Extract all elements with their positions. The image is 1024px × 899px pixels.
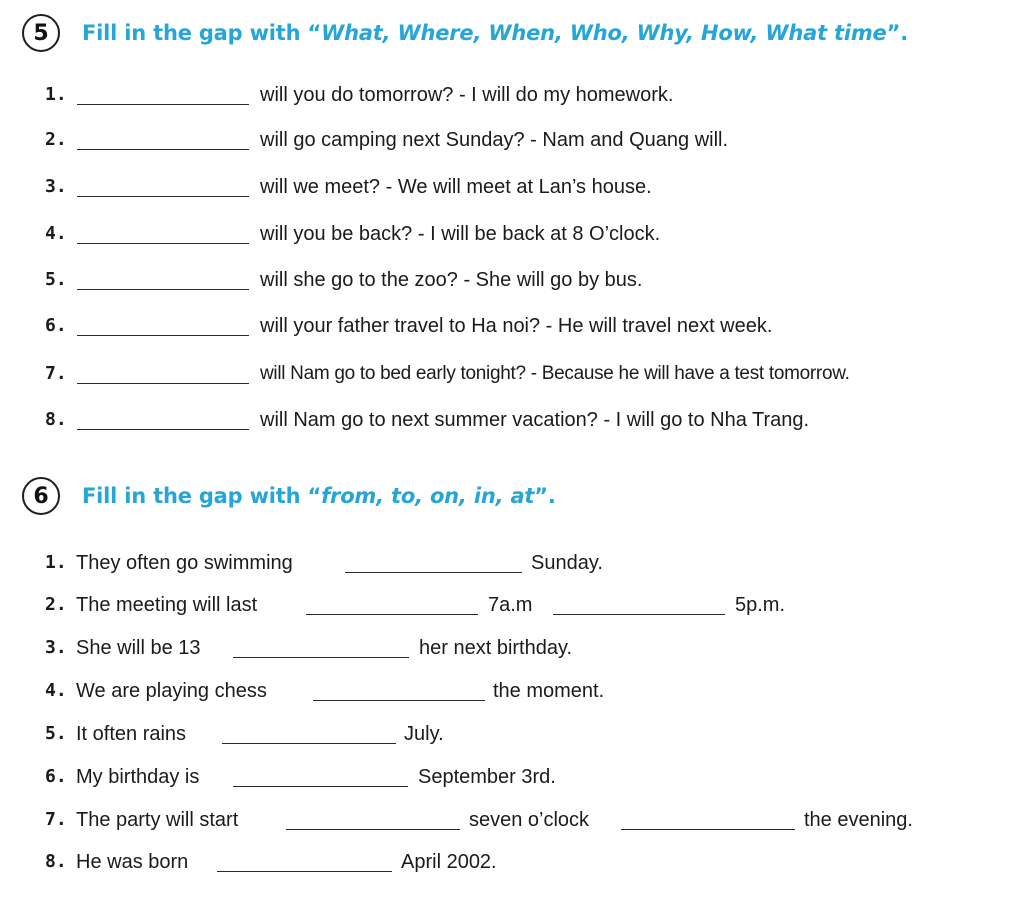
s5-item-number: 5. — [45, 269, 67, 290]
section-5-number-badge: 5 — [22, 14, 60, 52]
s6-item-text: September 3rd. — [418, 766, 556, 788]
answer-blank[interactable] — [217, 871, 392, 872]
s6-item-number: 2. — [45, 594, 67, 615]
section-6-title-prefix: Fill in the gap with “ — [82, 484, 322, 508]
s6-item-text: The meeting will last — [76, 594, 258, 616]
answer-blank[interactable] — [77, 149, 249, 150]
s5-item-number: 2. — [45, 129, 67, 150]
s6-item-number: 8. — [45, 851, 67, 872]
section-5-heading — [22, 14, 908, 52]
answer-blank[interactable] — [77, 196, 249, 197]
section-5-title-prefix: Fill in the gap with “ — [82, 21, 322, 45]
section-6-heading — [22, 477, 556, 515]
s5-item-number: 6. — [45, 315, 67, 336]
s6-item-text: July. — [404, 723, 444, 745]
answer-blank[interactable] — [77, 429, 249, 430]
s6-item-number: 4. — [45, 680, 67, 701]
s6-item-number: 6. — [45, 766, 67, 787]
answer-blank[interactable] — [77, 383, 249, 384]
answer-blank[interactable] — [77, 289, 249, 290]
s6-item-text: the evening. — [804, 809, 913, 831]
answer-blank[interactable] — [313, 700, 485, 701]
s5-item-text: will we meet? - We will meet at Lan’s house. — [260, 176, 652, 198]
section-6-title-suffix: ”. — [534, 484, 556, 508]
s6-item-text: Sunday. — [531, 552, 603, 574]
answer-blank[interactable] — [77, 243, 249, 244]
s5-item-number: 7. — [45, 363, 67, 384]
answer-blank[interactable] — [306, 614, 478, 615]
answer-blank[interactable] — [621, 829, 795, 830]
s5-item-text: will go camping next Sunday? - Nam and Quang will. — [260, 129, 729, 151]
s5-item-text: will you do tomorrow? - I will do my homework. — [260, 84, 674, 106]
answer-blank[interactable] — [233, 786, 408, 787]
s5-item-number: 3. — [45, 176, 67, 197]
s6-item-text: The party will start — [76, 809, 239, 831]
section-5-title — [82, 21, 908, 45]
s6-item-text: the moment. — [493, 680, 605, 702]
s6-item-text: They often go swimming — [76, 552, 293, 574]
s5-item-text: will your father travel to Ha noi? - He will travel next week. — [260, 315, 773, 337]
section-6-number-badge: 6 — [22, 477, 60, 515]
s6-item-text: My birthday is — [76, 766, 200, 788]
answer-blank[interactable] — [77, 104, 249, 105]
section-5-title-options: What, Where, When, Who, Why, How, What time — [321, 21, 887, 45]
s6-item-text: her next birthday. — [419, 637, 573, 659]
s6-item-text: She will be 13 — [76, 637, 201, 659]
s5-item-number: 4. — [45, 223, 67, 244]
s5-item-text: will she go to the zoo? - She will go by bus. — [260, 269, 643, 291]
answer-blank[interactable] — [233, 657, 409, 658]
s5-item-text: will Nam go to bed early tonight? - Because he will have a test tomorrow. — [260, 363, 850, 384]
s6-item-text: We are playing chess — [76, 680, 267, 702]
answer-blank[interactable] — [345, 572, 522, 573]
s5-item-number: 1. — [45, 84, 67, 105]
s6-item-number: 1. — [45, 552, 67, 573]
answer-blank[interactable] — [77, 335, 249, 336]
s6-item-text: It often rains — [76, 723, 187, 745]
s6-item-text: He was born — [76, 851, 189, 873]
s6-item-number: 3. — [45, 637, 67, 658]
s6-item-text: 5p.m. — [735, 594, 786, 616]
section-6-title-options: from, to, on, in, at — [321, 484, 535, 508]
answer-blank[interactable] — [553, 614, 725, 615]
s6-item-text: April 2002. — [401, 851, 497, 873]
s6-item-text: seven o’clock — [469, 809, 590, 831]
answer-blank[interactable] — [286, 829, 460, 830]
s6-item-text: 7a.m — [488, 594, 533, 616]
answer-blank[interactable] — [222, 743, 396, 744]
s5-item-number: 8. — [45, 409, 67, 430]
section-5-title-suffix: ”. — [886, 21, 908, 45]
s5-item-text: will you be back? - I will be back at 8 O’clock. — [260, 223, 661, 245]
s6-item-number: 7. — [45, 809, 67, 830]
s5-item-text: will Nam go to next summer vacation? - I will go to Nha Trang. — [260, 409, 810, 431]
section-6-title — [82, 484, 556, 508]
s6-item-number: 5. — [45, 723, 67, 744]
